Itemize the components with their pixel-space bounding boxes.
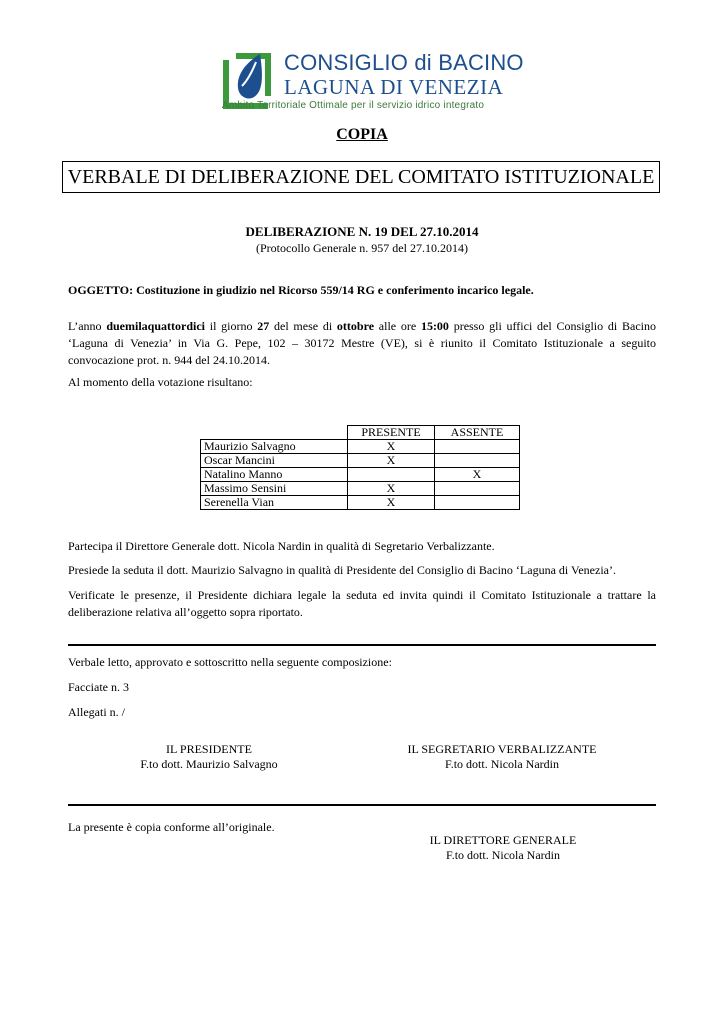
copia-conforme-line: La presente è copia conforme all’originale. <box>68 820 275 834</box>
allegati-line: Allegati n. / <box>68 705 125 719</box>
assente-mark <box>435 482 520 496</box>
document-title <box>62 161 660 193</box>
table-row <box>201 496 520 510</box>
logo-name-line1: CONSIGLIO di BACINO <box>284 50 524 75</box>
deliberazione-number: DELIBERAZIONE N. 19 DEL 27.10.2014 <box>245 224 479 239</box>
table-header-blank <box>201 426 348 440</box>
member-name: Massimo Sensini <box>201 482 348 496</box>
presiede-line: Presiede la seduta il dott. Maurizio Salvagno in qualità di Presidente del Consiglio di Bacino ‘Laguna di Venezia’. <box>68 563 616 577</box>
col-presente-header: PRESENTE <box>348 426 435 440</box>
assente-mark <box>435 440 520 454</box>
table-row <box>201 440 520 454</box>
intro-mese: ottobre <box>336 319 375 333</box>
segretario-signature <box>382 742 622 772</box>
assente-mark <box>435 496 520 510</box>
presente-mark <box>348 468 435 482</box>
presente-mark: X <box>348 454 435 468</box>
logo-tagline: Ambito Territoriale Ottimale per il servizio idrico integrato <box>222 100 485 111</box>
intro-ora: 15:00 <box>420 319 449 333</box>
facciate-line: Facciate n. 3 <box>68 680 129 694</box>
intro-text: alle ore <box>374 319 421 333</box>
table-header-row <box>201 426 520 440</box>
protocollo-line: (Protocollo Generale n. 957 del 27.10.2014) <box>256 241 468 255</box>
document-title-text: VERBALE DI DELIBERAZIONE DEL COMITATO ISTITUZIONALE <box>67 165 655 188</box>
verbale-line: Verbale letto, approvato e sottoscritto nella seguente composizione: <box>68 655 392 669</box>
direttore-title: IL DIRETTORE GENERALE <box>429 833 577 847</box>
logo-name-line2: LAGUNA DI VENEZIA <box>284 75 504 99</box>
member-name: Maurizio Salvagno <box>201 440 348 454</box>
member-name: Oscar Mancini <box>201 454 348 468</box>
direttore-name: F.to dott. Nicola Nardin <box>445 848 561 862</box>
intro-anno: duemilaquattordici <box>106 319 205 333</box>
presidente-name: F.to dott. Maurizio Salvagno <box>140 757 278 771</box>
intro-text: il giorno <box>204 319 258 333</box>
segretario-name: F.to dott. Nicola Nardin <box>444 757 560 771</box>
divider-bottom <box>68 804 656 806</box>
intro-text: presso gli uffici del Consiglio di Bacino ‘Laguna di Venezia’ in Via G. Pepe, 102 – 30172 Mestre (VE), si è riunito il Comitato Istituzionale a seguito convocazione prot. n. 944 del 24.10.2014. <box>68 319 656 367</box>
presente-mark: X <box>348 482 435 496</box>
intro-text: del mese di <box>269 319 337 333</box>
presente-mark: X <box>348 496 435 510</box>
logo <box>222 50 524 116</box>
table-row <box>201 482 520 496</box>
presente-mark: X <box>348 440 435 454</box>
divider-top <box>68 644 656 646</box>
copia-heading: COPIA <box>336 126 388 143</box>
intro-paragraph <box>68 318 656 369</box>
col-assente-header: ASSENTE <box>435 426 520 440</box>
oggetto-line: OGGETTO: Costituzione in giudizio nel Ricorso 559/14 RG e conferimento incarico legale. <box>68 283 534 297</box>
verificate-paragraph: Verificate le presenze, il Presidente dichiara legale la seduta ed invita quindi il Comitato Istituzionale a trattare la deliberazione relativa all’oggetto sopra riportato. <box>68 588 656 619</box>
intro-text: L’anno <box>68 319 107 333</box>
assente-mark <box>435 454 520 468</box>
segretario-title: IL SEGRETARIO VERBALIZZANTE <box>407 742 597 756</box>
votazione-line: Al momento della votazione risultano: <box>68 375 253 389</box>
direttore-signature <box>383 833 623 863</box>
member-name: Serenella Vian <box>201 496 348 510</box>
member-name: Natalino Manno <box>201 468 348 482</box>
table-row <box>201 468 520 482</box>
assente-mark: X <box>435 468 520 482</box>
presidente-signature <box>89 742 329 772</box>
presidente-title: IL PRESIDENTE <box>166 742 252 756</box>
attendance-table <box>200 425 520 510</box>
partecipa-line: Partecipa il Direttore Generale dott. Nicola Nardin in qualità di Segretario Verbalizzante. <box>68 539 495 553</box>
intro-giorno: 27 <box>257 319 270 333</box>
table-row <box>201 454 520 468</box>
